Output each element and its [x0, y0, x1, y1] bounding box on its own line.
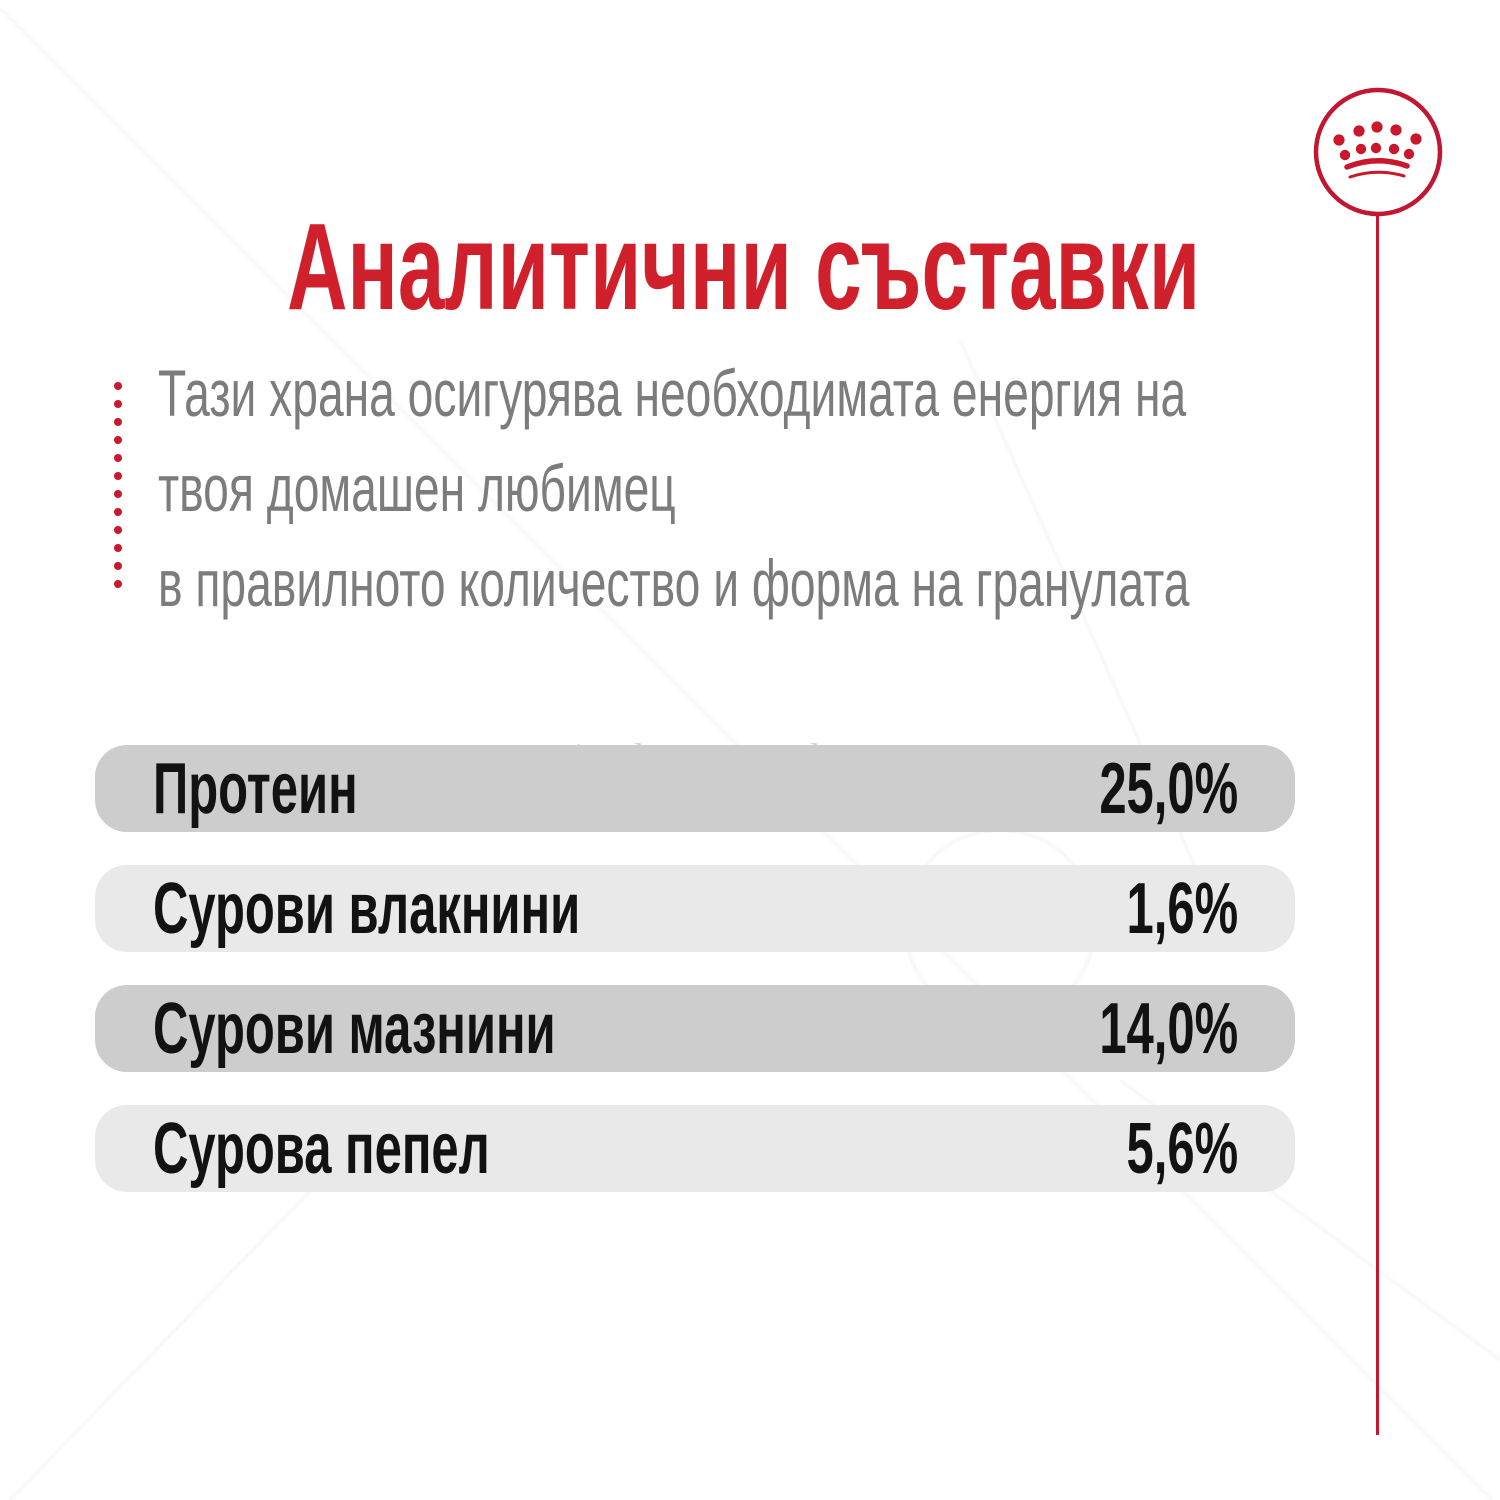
accent-dot: [114, 544, 122, 552]
royal-canin-crown-icon: [1312, 86, 1444, 218]
accent-dot: [114, 382, 122, 390]
watermark-text: ariakennel.com: [510, 735, 980, 780]
accent-dot: [114, 418, 122, 426]
accent-dot: [114, 490, 122, 498]
accent-dot: [114, 562, 122, 570]
accent-dot: [114, 508, 122, 516]
row-label: Сурови мазнини: [153, 988, 556, 1069]
dotted-accent-line: [114, 382, 122, 588]
row-value: 5,6%: [1126, 1108, 1238, 1189]
page-title: [287, 199, 1500, 337]
accent-dot: [114, 454, 122, 462]
row-value: 14,0%: [1099, 988, 1238, 1069]
accent-dot: [114, 400, 122, 408]
vertical-accent-line: [1376, 216, 1379, 1435]
row-label: Сурова пепел: [153, 1108, 490, 1189]
accent-dot: [114, 580, 122, 588]
accent-dot: [114, 526, 122, 534]
accent-dot: [114, 436, 122, 444]
row-value: 1,6%: [1126, 868, 1238, 949]
row-label: Протеин: [153, 748, 358, 829]
accent-dot: [114, 472, 122, 480]
page-title-text: Аналитични съставки: [287, 199, 1201, 337]
table-row-crude-ash: [95, 1105, 1295, 1192]
description-paragraph: [158, 346, 1368, 631]
row-label: Сурови влакнини: [153, 868, 581, 949]
description-line: в правилното количество и форма на гранулата: [158, 546, 1190, 620]
row-value: 25,0%: [1099, 748, 1238, 829]
table-row-crude-fat: [95, 985, 1295, 1072]
table-row-crude-fibre: [95, 865, 1295, 952]
description-line: Тази храна осигурява необходимата енергия на: [158, 356, 1187, 430]
description-line: твоя домашен любимец: [158, 451, 676, 525]
